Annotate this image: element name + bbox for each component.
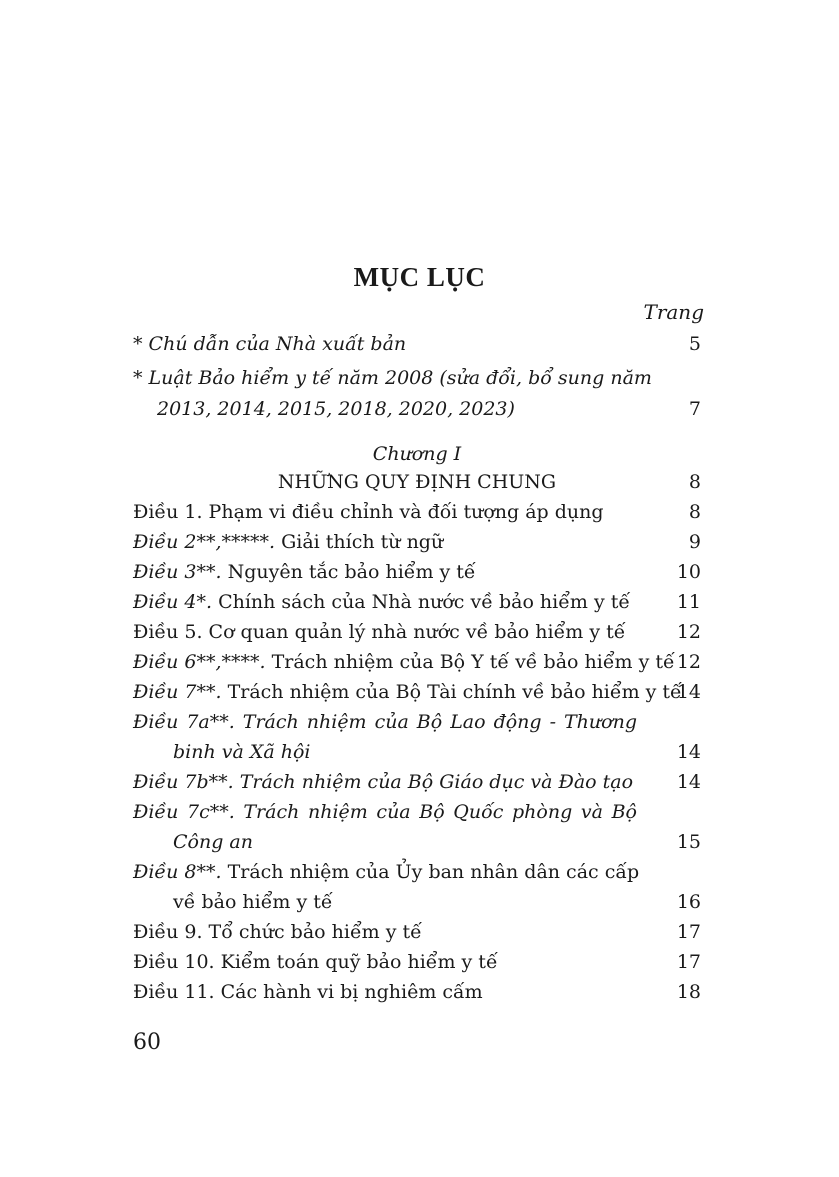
toc-entry[interactable] (133, 527, 701, 557)
toc-entry-label: Điều 2**,*****. Giải thích từ ngữ (133, 531, 444, 553)
toc-entry-page: 8 (688, 501, 701, 523)
toc-entry-prefix: Điều 8**. (133, 861, 222, 883)
toc-entry-label: Điều 6**,****. Trách nhiệm của Bộ Y tế về bảo hiểm y tế (133, 651, 675, 673)
toc-entry-page: 17 (676, 951, 701, 973)
toc-entry-continuation[interactable] (133, 827, 701, 857)
toc-entry-prefix: Điều 2**,*****. (133, 531, 276, 553)
toc-entry-page: 11 (676, 591, 701, 613)
toc-entry-label: Điều 11. Các hành vi bị nghiêm cấm (133, 981, 483, 1003)
toc-entry-page: 5 (688, 333, 701, 355)
toc-entry-page: 14 (676, 771, 701, 793)
toc-entry-label: Điều 7c**. Trách nhiệm của Bộ Quốc phòng và Bộ (133, 801, 637, 823)
toc-entry-label: Điều 7a**. Trách nhiệm của Bộ Lao động - Thương (133, 711, 637, 733)
toc-entry-page: 10 (676, 561, 701, 583)
toc-entry-prefix: Điều 6**,****. (133, 651, 266, 673)
toc-entry-page: 16 (676, 891, 701, 913)
page-column-header: Trang (643, 300, 704, 324)
toc-entry-label: Điều 7**. Trách nhiệm của Bộ Tài chính về bảo hiểm y tế (133, 681, 682, 703)
toc-entry-label: Điều 7b**. Trách nhiệm của Bộ Giáo dục và Đào tạo (133, 771, 634, 793)
toc-entry-label: Điều 8**. Trách nhiệm của Ủy ban nhân dân các cấp (133, 861, 640, 883)
toc-entry[interactable] (133, 497, 701, 527)
toc-entry-page: 8 (688, 471, 701, 493)
toc-entry-continuation[interactable] (133, 737, 701, 767)
page-number: 60 (133, 1030, 161, 1055)
toc-entry-page: 15 (676, 831, 701, 853)
toc-entry-label: Điều 4*. Chính sách của Nhà nước về bảo hiểm y tế (133, 591, 631, 613)
toc-entry-prefix: Điều 7**. (133, 681, 222, 703)
toc-entry[interactable] (133, 617, 701, 647)
chapter-title: NHỮNG QUY ĐỊNH CHUNG (277, 471, 557, 493)
page-title: MỤC LỤC (353, 262, 486, 292)
toc-entry-label: Điều 10. Kiểm toán quỹ bảo hiểm y tế (133, 951, 498, 973)
toc-entry[interactable] (133, 947, 701, 977)
toc-entry-label: Điều 9. Tổ chức bảo hiểm y tế (133, 921, 422, 943)
toc-entry-prefix: Điều 3**. (133, 561, 222, 583)
toc-entry-page: 12 (676, 621, 701, 643)
toc-entry[interactable] (133, 363, 701, 393)
toc-entry-label: Điều 3**. Nguyên tắc bảo hiểm y tế (133, 561, 476, 583)
toc-entry-label-cont: 2013, 2014, 2015, 2018, 2020, 2023) (157, 398, 515, 420)
toc-entry[interactable] (133, 329, 701, 359)
toc-entry[interactable] (133, 767, 701, 797)
toc-entry-label-cont: về bảo hiểm y tế (173, 891, 333, 913)
toc-entry[interactable] (133, 677, 701, 707)
toc-entry-page: 7 (688, 398, 701, 420)
toc-entry[interactable] (133, 647, 701, 677)
toc-entry[interactable] (133, 917, 701, 947)
toc-entry-continuation[interactable] (133, 887, 701, 917)
toc-entry-label: Điều 1. Phạm vi điều chỉnh và đối tượng áp dụng (133, 501, 604, 523)
toc-entry-label: Điều 5. Cơ quan quản lý nhà nước về bảo hiểm y tế (133, 621, 626, 643)
toc-entry[interactable] (133, 587, 701, 617)
toc-entry-label-cont: Công an (173, 831, 253, 853)
toc-entry-page: 9 (688, 531, 701, 553)
toc-entry-page: 14 (676, 681, 701, 703)
toc-entry[interactable] (133, 797, 701, 827)
toc-entry-page: 14 (676, 741, 701, 763)
chapter-title-entry[interactable] (133, 467, 701, 497)
toc-entry[interactable] (133, 557, 701, 587)
toc-entry-prefix: Điều 4*. (133, 591, 213, 613)
toc-entry[interactable] (133, 977, 701, 1007)
toc-entry-label: * Luật Bảo hiểm y tế năm 2008 (sửa đổi, bổ sung năm (133, 367, 652, 389)
toc-entry-label-cont: binh và Xã hội (173, 741, 311, 763)
toc-entry-page: 17 (676, 921, 701, 943)
toc-entry-label: * Chú dẫn của Nhà xuất bản (133, 333, 407, 355)
toc-entry[interactable] (133, 707, 701, 737)
toc-entry-page: 18 (676, 981, 701, 1003)
chapter-heading (133, 439, 701, 469)
chapter-label: Chương I (372, 443, 462, 465)
toc-entry[interactable] (133, 857, 701, 887)
toc-entry-page: 12 (676, 651, 701, 673)
toc-entry-continuation[interactable] (133, 394, 701, 424)
